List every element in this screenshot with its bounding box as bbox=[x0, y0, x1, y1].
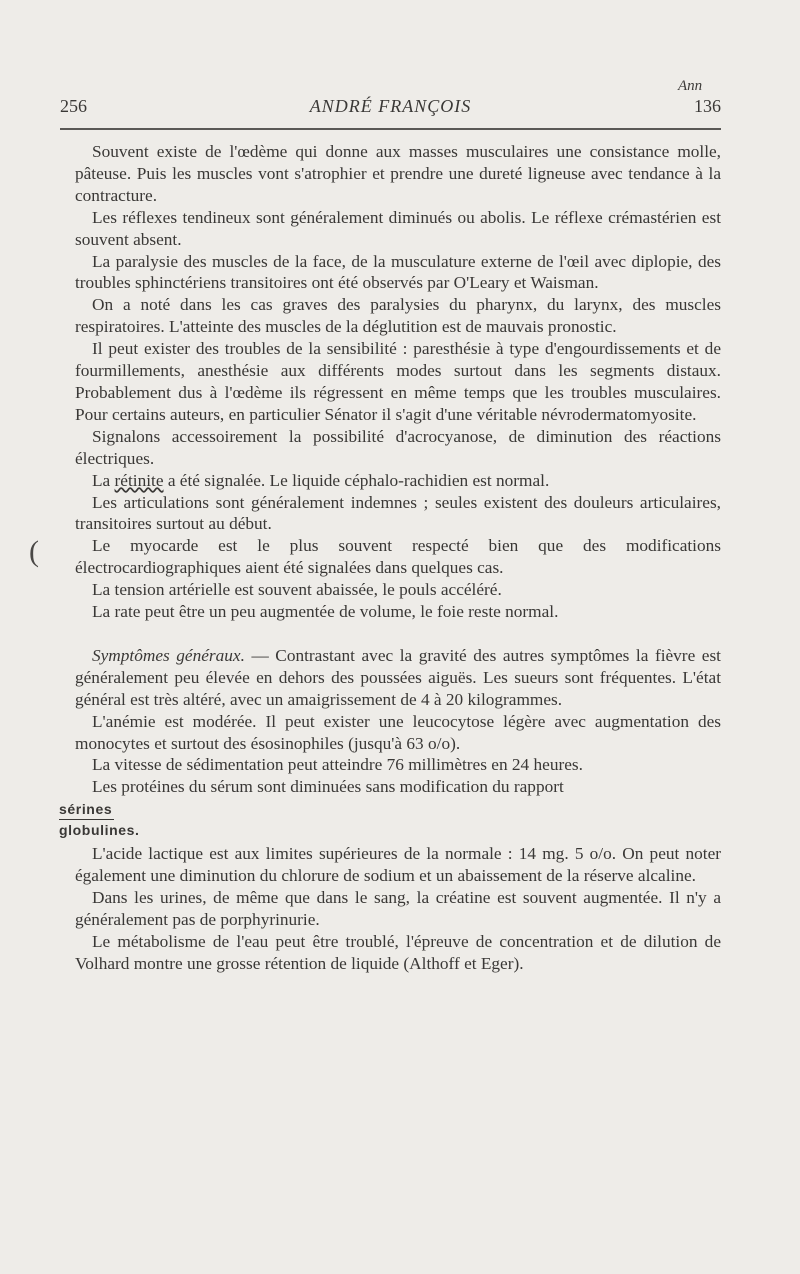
paragraph: Souvent existe de l'œdème qui donne aux masses musculaires une consistance molle, pâteuse. Puis les muscles vont s'atrophier et prendre une dureté ligneuse avec tendance à la contracture. bbox=[75, 142, 721, 205]
header-rule bbox=[60, 128, 721, 130]
retinite-word: rétinite bbox=[114, 470, 164, 490]
retinite-suffix: a été signalée. Le liquide céphalo-rachidien est normal. bbox=[163, 470, 550, 490]
paragraph: L'anémie est modérée. Il peut exister une leucocytose légère avec augmentation des monocytes et surtout des ésosinophiles (jusqu'à 63 o/o). bbox=[75, 711, 721, 753]
paragraph: Signalons accessoirement la possibilité d'acrocyanose, de diminution des réactions électriques. bbox=[75, 426, 721, 468]
paragraph: Les articulations sont généralement indemnes ; seules existent des douleurs articulaires, transitoires surtout au début. bbox=[75, 492, 721, 534]
section-heading: Symptômes généraux. bbox=[92, 645, 245, 665]
running-head: ANDRÉ FRANÇOIS bbox=[309, 96, 472, 116]
ratio-fraction bbox=[59, 800, 721, 839]
page-number-right: 136 bbox=[694, 96, 721, 116]
ratio-denominator: globulines bbox=[59, 822, 135, 839]
paragraph: Le métabolisme de l'eau peut être troublé, l'épreuve de concentration et de dilution de Volhard montre une grosse rétention de liquide (Althoff et Eger). bbox=[75, 931, 721, 973]
body-text bbox=[59, 141, 721, 975]
paragraph: La rate peut être un peu augmentée de volume, le foie reste normal. bbox=[92, 602, 559, 622]
symptomes-text: — Contrastant avec la gravité des autres symptômes la fièvre est généralement peu élevée en dehors des poussées aiguës. Les sueurs sont fréquentes. L'état général est très altéré, avec un amaigrissement de 4 à 20 kilogrammes. bbox=[75, 645, 721, 709]
ratio-numerator: sérines bbox=[59, 800, 114, 820]
paragraph: Il peut exister des troubles de la sensibilité : paresthésie à type d'engourdissements et de fourmillements, anesthésie aux différents modes surtout dans les segments distaux. Probablement dus à l'œdème ils régressent en même temps que les troubles musculaires. Pour certains auteurs, en particulier Sénator il s'agit d'une véritable névrodermatomyosite. bbox=[75, 339, 721, 424]
ratio-suffix: . bbox=[135, 822, 140, 839]
paragraph: Les réflexes tendineux sont généralement diminués ou abolis. Le réflexe crémastérien est souvent absent. bbox=[75, 207, 721, 249]
paragraph: La paralysie des muscles de la face, de la musculature externe de l'œil avec diplopie, des troubles sphinctériens transitoires ont été observés par O'Leary et Waisman. bbox=[75, 251, 721, 293]
section-gap bbox=[75, 623, 721, 645]
paragraph: L'acide lactique est aux limites supérieures de la normale : 14 mg. 5 o/o. On peut noter également une diminution du chlorure de sodium et un abaissement de la réserve alcaline. bbox=[75, 844, 721, 886]
margin-bracket-mark: ( bbox=[29, 535, 39, 568]
paragraph: La vitesse de sédimentation peut atteindre 76 millimètres en 24 heures. bbox=[92, 755, 583, 775]
paragraph: Les protéines du sérum sont diminuées sans modification du rapport bbox=[92, 777, 564, 797]
paragraph: On a noté dans les cas graves des paralysies du pharynx, du larynx, des muscles respiratoires. L'atteinte des muscles de la déglutition est de mauvais pronostic. bbox=[75, 295, 721, 337]
paragraph-retinite bbox=[75, 470, 721, 492]
paragraph: Le myocarde est le plus souvent respecté bien que des modifications électrocardiographiques aient été signalées dans quelques cas. bbox=[75, 536, 721, 578]
paragraph: Dans les urines, de même que dans le sang, la créatine est souvent augmentée. Il n'y a généralement pas de porphyrinurie. bbox=[75, 888, 721, 929]
retinite-prefix: La bbox=[92, 470, 115, 490]
paragraph: La tension artérielle est souvent abaissée, le pouls accéléré. bbox=[92, 580, 502, 600]
paragraph-symptomes bbox=[75, 645, 721, 711]
handwritten-annotation: Ann bbox=[678, 78, 703, 94]
page-header bbox=[60, 96, 721, 120]
page-number-left: 256 bbox=[60, 96, 87, 116]
